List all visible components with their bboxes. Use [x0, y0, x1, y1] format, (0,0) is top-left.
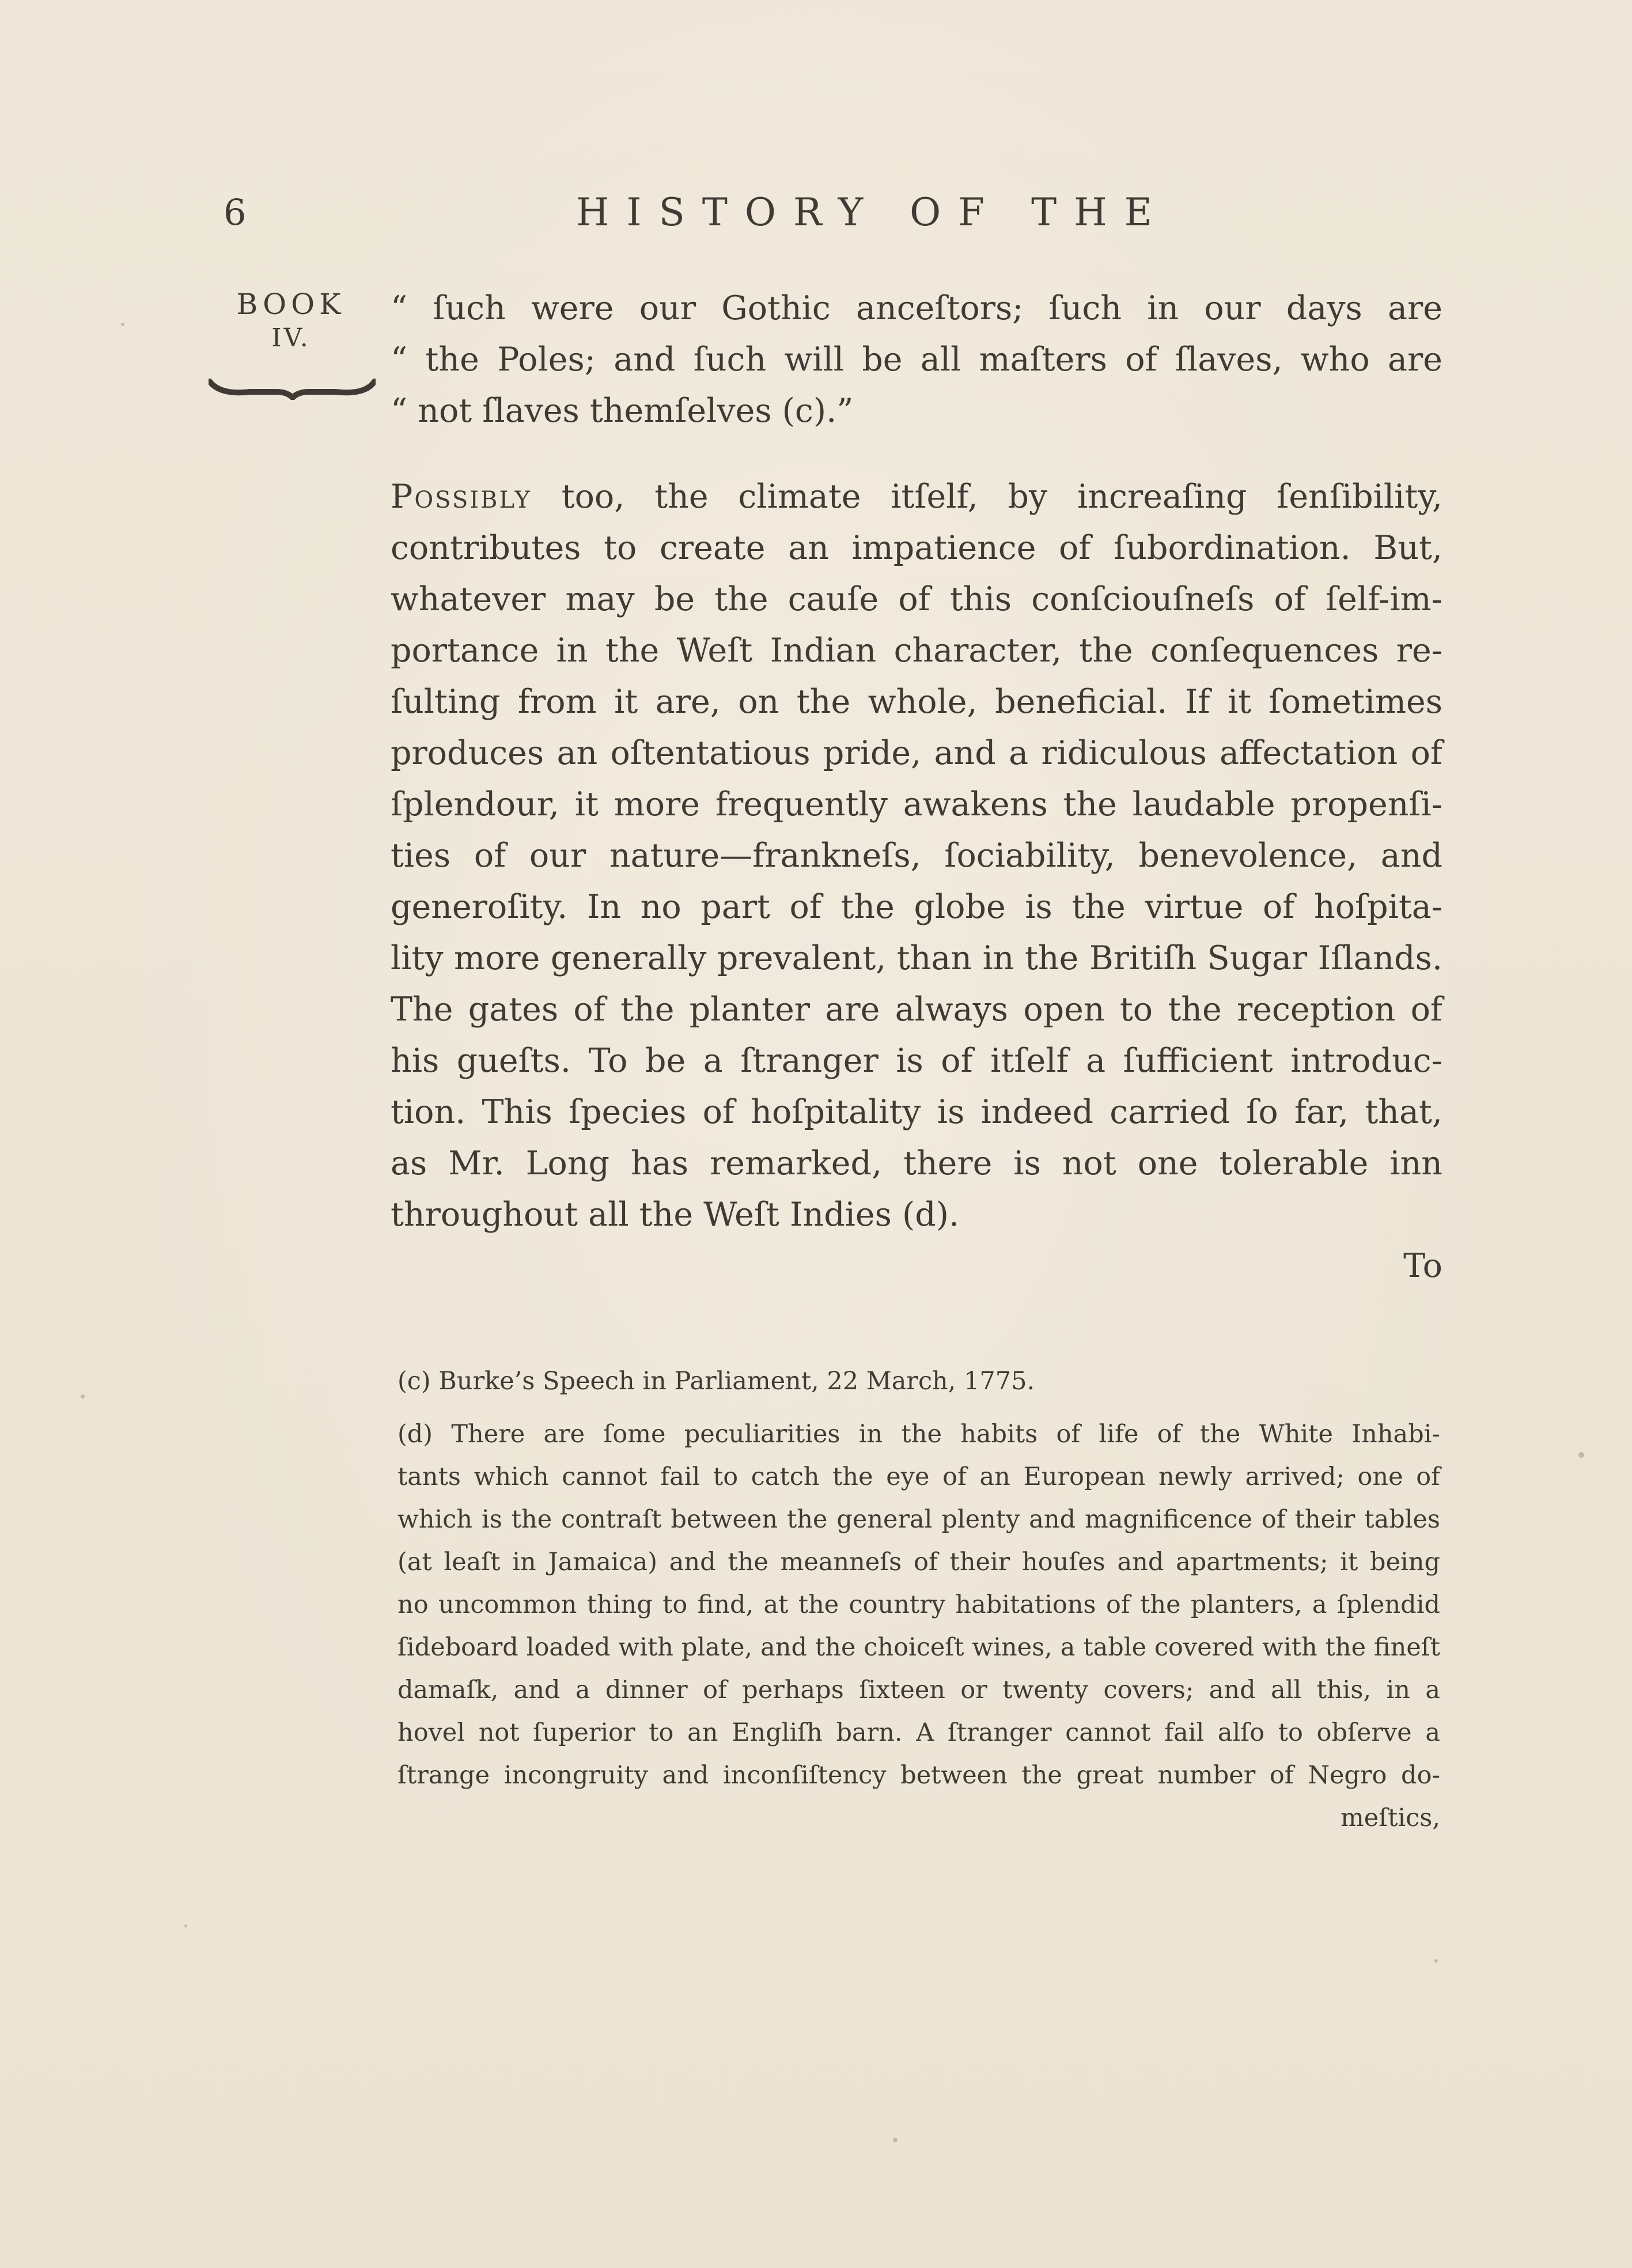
paragraph-line-9: generoſity. In no part of the globe is the virtue of hoſpita- — [391, 888, 1442, 926]
quote-line-3: “ not ſlaves themſelves (c).” — [391, 392, 854, 430]
paragraph-line-14: as Mr. Long has remarked, there is not one tolerable inn — [391, 1144, 1442, 1182]
paragraph-line-8: ties of our nature—frankneſs, ſociability, benevolence, and — [391, 837, 1442, 875]
catchword-main: To — [1403, 1247, 1442, 1285]
footnote-d-line-5: no uncommon thing to find, at the country habitations of the planters, a ſplendid — [397, 1590, 1440, 1619]
paragraph-line-13: tion. This ſpecies of hoſpitality is indeed carried ſo far, that, — [391, 1093, 1442, 1131]
side-label — [210, 288, 372, 352]
main-text — [391, 283, 1442, 1292]
catchword-footnote: meſtics, — [1341, 1804, 1440, 1832]
footnote-d-line-1: (d) There are ſome peculiarities in the habits of life of the White Inhabi- — [397, 1420, 1440, 1449]
quote-line-1: “ ſuch were our Gothic anceſtors; ſuch in our days are — [391, 289, 1442, 327]
quote-line-2: “ the Poles; and ſuch will be all maſters of ſlaves, who are — [391, 341, 1442, 379]
side-label-book-number: IV. — [271, 323, 311, 353]
footnote-d-line-4: (at leaſt in Jamaica) and the meanneſs of their houſes and apartments; it being — [397, 1548, 1440, 1577]
footnote-d-line-7: damaſk, and a dinner of perhaps ſixteen or twenty covers; and all this, in a — [397, 1676, 1440, 1704]
footnotes — [397, 1360, 1440, 1839]
paragraph-line-1 — [391, 471, 1442, 523]
paragraph-line-2: contributes to create an impatience of ſubordination. But, — [391, 529, 1442, 567]
paper-speck — [893, 2138, 898, 2142]
paragraph-line-6: produces an oſtentatious pride, and a ridiculous affectation of — [391, 734, 1442, 772]
footnote-gap — [397, 1403, 1440, 1413]
footnote-d-line-2: tants which cannot fail to catch the eye of an European newly arrived; one of — [397, 1462, 1440, 1491]
paragraph-line-3: whatever may be the cauſe of this conſciouſneſs of ſelf-im- — [391, 580, 1442, 618]
paragraph-line-11: The gates of the planter are always open to the reception of — [391, 991, 1442, 1029]
running-head: HISTORY OF THE — [576, 190, 1169, 235]
side-label-book: BOOK — [236, 288, 346, 321]
footnote-d-line-8: hovel not ſuperior to an Engliſh barn. A ſtranger cannot fail alſo to obſerve a — [397, 1718, 1440, 1747]
paper-speck — [1434, 1959, 1438, 1963]
footnote-c: (c) Burke’s Speech in Parliament, 22 March, 1775. — [397, 1367, 1035, 1396]
margin-brace-ornament — [209, 376, 376, 400]
paper-speck — [1578, 1452, 1584, 1458]
paragraph-line-4: portance in the Weſt Indian character, the conſequences re- — [391, 632, 1442, 670]
paper-speck — [81, 1394, 85, 1398]
paragraph-lead-word: Possibly — [391, 478, 532, 516]
paper-speck — [121, 323, 124, 326]
paragraph-line-1-text: too, the climate itſelf, by increaſing ſenſibility, — [531, 478, 1442, 516]
footnote-d-line-3: which is the contraſt between the general plenty and magnificence of their tables — [397, 1505, 1440, 1534]
paragraph-line-7: ſplendour, it more frequently awakens the laudable propenſi- — [391, 785, 1442, 823]
paper-speck — [184, 1925, 187, 1927]
footnote-d-line-9: ſtrange incongruity and inconſiſtency between the great number of Negro do- — [397, 1761, 1440, 1790]
paragraph-line-12: his gueſts. To be a ſtranger is of itſelf a ſufficient introduc- — [391, 1042, 1442, 1080]
paragraph-line-15: throughout all the Weſt Indies (d). — [391, 1196, 960, 1234]
quote-block — [391, 283, 1442, 437]
footnote-d-line-6: ſideboard loaded with plate, and the choiceſt wines, a table covered with the fineſt — [397, 1633, 1440, 1662]
page-number: 6 — [224, 191, 248, 233]
paragraph-line-10: lity more generally prevalent, than in the Britiſh Sugar Iſlands. — [391, 939, 1442, 977]
main-paragraph — [391, 471, 1442, 1292]
paragraph-line-5: ſulting from it are, on the whole, beneficial. If it ſometimes — [391, 683, 1442, 721]
paragraph-gap — [391, 437, 1442, 471]
